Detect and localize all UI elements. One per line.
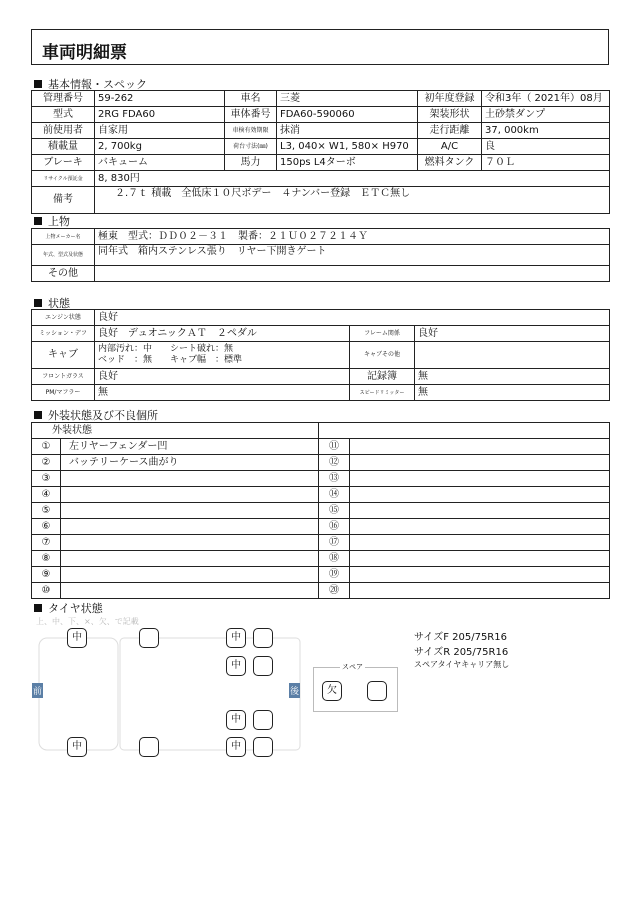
exterior-item-text [350, 583, 610, 599]
condition-row-cab [32, 342, 610, 369]
exterior-item-text [350, 439, 610, 455]
basic-value: 2, 700kg [95, 139, 225, 155]
section-body-title: 上物 [48, 215, 70, 228]
basic-row [32, 91, 610, 107]
exterior-item-text [350, 551, 610, 567]
exterior-item-text [61, 519, 319, 535]
rear-label: 後 [289, 683, 300, 698]
tire-front-left-top: 中 [67, 628, 87, 648]
exterior-item-number: ③ [32, 471, 61, 487]
limiter-value: 無 [415, 385, 610, 401]
body-label: 年式、型式及状態 [32, 245, 95, 266]
exterior-item-text: 左リヤーフェンダー凹 [61, 439, 319, 455]
tire-rear-bottom-outer [253, 737, 273, 757]
body-row [32, 266, 610, 282]
exterior-item-number: ⑨ [32, 567, 61, 583]
basic-label: 型式 [32, 107, 95, 123]
bullet-square-icon [34, 299, 42, 307]
frame-label: フレーム関係 [350, 326, 415, 342]
basic-label: 車検有効期限 [225, 123, 277, 139]
tire-size-rear: サイズR 205/75R16 [414, 647, 509, 658]
bullet-square-icon [34, 604, 42, 612]
pm-value: 無 [95, 385, 350, 401]
basic-row [32, 123, 610, 139]
basic-value: 良 [482, 139, 610, 155]
tire-rear-top-inner: 中 [226, 628, 246, 648]
exterior-item-number: ⑯ [319, 519, 350, 535]
remarks-label: 備考 [32, 187, 95, 214]
cab-line-1: 内部汚れ：中 シート破れ：無 [98, 344, 234, 354]
section-condition-title: 状態 [48, 297, 70, 310]
section-tire-heading [34, 600, 103, 616]
section-exterior-title: 外装状態及び不良個所 [48, 409, 158, 422]
exterior-header: 外装状態 [32, 423, 319, 439]
body-row [32, 229, 610, 245]
basic-label: 荷台寸法(㎜) [225, 139, 277, 155]
exterior-row [32, 551, 610, 567]
section-tire-title: タイヤ状態 [48, 602, 103, 615]
section-exterior-heading [34, 407, 158, 423]
basic-label: 馬力 [225, 155, 277, 171]
tire-front-left-bottom: 中 [67, 737, 87, 757]
exterior-item-number: ⑰ [319, 535, 350, 551]
section-body-heading [34, 213, 70, 229]
tire-size-front: サイズF 205/75R16 [414, 632, 507, 643]
basic-value: 土砂禁ダンプ [482, 107, 610, 123]
frame-value: 良好 [415, 326, 610, 342]
exterior-row [32, 487, 610, 503]
exterior-item-text [350, 535, 610, 551]
basic-value: 59-262 [95, 91, 225, 107]
tire-spare-left: 欠 [322, 681, 342, 701]
basic-label: 架装形状 [418, 107, 482, 123]
tire-spare-right [367, 681, 387, 701]
exterior-item-number: ⑥ [32, 519, 61, 535]
exterior-item-text [61, 487, 319, 503]
mission-value: 良好 デュオニックＡＴ ２ペダル [95, 326, 350, 342]
basic-value: 抹消 [277, 123, 418, 139]
engine-label: エンジン状態 [32, 310, 95, 326]
basic-label: 車名 [225, 91, 277, 107]
recycle-value: 8, 830円 [95, 171, 610, 187]
basic-label: 走行距離 [418, 123, 482, 139]
basic-row [32, 155, 610, 171]
exterior-item-number: ⑬ [319, 471, 350, 487]
tire-rear-mid-inner: 中 [226, 656, 246, 676]
exterior-item-number: ⑦ [32, 535, 61, 551]
basic-value: 自家用 [95, 123, 225, 139]
basic-value: 2RG FDA60 [95, 107, 225, 123]
basic-label: 車体番号 [225, 107, 277, 123]
body-row [32, 245, 610, 266]
basic-value: 150ps L4ターボ [277, 155, 418, 171]
exterior-item-text [350, 503, 610, 519]
exterior-row [32, 503, 610, 519]
basic-row [32, 139, 610, 155]
exterior-item-number: ⑫ [319, 455, 350, 471]
exterior-row [32, 439, 610, 455]
body-value: 極東 型式：ＤＤ０２－３１ 製番：２１Ｕ０２７２１４Ｙ [95, 229, 610, 245]
exterior-item-number: ② [32, 455, 61, 471]
exterior-item-number: ① [32, 439, 61, 455]
exterior-item-number: ⑳ [319, 583, 350, 599]
record-value: 無 [415, 369, 610, 385]
bullet-square-icon [34, 80, 42, 88]
tire-rear-mid-outer [253, 656, 273, 676]
basic-label: 積載量 [32, 139, 95, 155]
exterior-row [32, 567, 610, 583]
basic-label: 前使用者 [32, 123, 95, 139]
title-box [31, 29, 609, 65]
cab-label: キャブ [32, 342, 95, 369]
body-label: 上物メーカー名 [32, 229, 95, 245]
body-value [95, 266, 610, 282]
exterior-item-number: ⑭ [319, 487, 350, 503]
tire-rear-lower-inner: 中 [226, 710, 246, 730]
basic-value: 令和3年（ 2021年）08月 [482, 91, 610, 107]
bullet-square-icon [34, 411, 42, 419]
body-label: その他 [32, 266, 95, 282]
basic-row [32, 107, 610, 123]
tire-mid-top [139, 628, 159, 648]
spare-label: スペア [342, 663, 363, 671]
exterior-item-number: ⑱ [319, 551, 350, 567]
exterior-item-text [350, 519, 610, 535]
exterior-item-text [61, 567, 319, 583]
engine-value: 良好 [95, 310, 610, 326]
exterior-item-text [350, 455, 610, 471]
mission-label: ミッション・デフ [32, 326, 95, 342]
remarks-value: ２.７ｔ 積載 全低床１０尺ボデー ４ナンバー登録 ＥＴＣ無し [95, 187, 610, 214]
exterior-item-text [61, 503, 319, 519]
condition-table [31, 309, 610, 401]
exterior-item-text: バッテリーケース曲がり [61, 455, 319, 471]
tire-rear-top-outer [253, 628, 273, 648]
pm-label: PM/マフラー [32, 385, 95, 401]
exterior-item-number: ⑤ [32, 503, 61, 519]
exterior-row [32, 535, 610, 551]
tire-note: 上、中、下、×、欠、で記載 [36, 617, 139, 626]
exterior-row [32, 471, 610, 487]
exterior-item-text [61, 551, 319, 567]
exterior-item-text [61, 471, 319, 487]
cab-line-2: ベッド ：無 キャブ幅 ：標準 [98, 355, 243, 365]
front-label: 前 [32, 683, 43, 698]
basic-value: FDA60-590060 [277, 107, 418, 123]
condition-row-glass [32, 369, 610, 385]
recycle-row [32, 171, 610, 187]
exterior-item-number: ⑮ [319, 503, 350, 519]
basic-value: L3, 040× W1, 580× H970 [277, 139, 418, 155]
exterior-item-number: ⑲ [319, 567, 350, 583]
exterior-item-text [61, 583, 319, 599]
basic-label: 初年度登録 [418, 91, 482, 107]
condition-row-mission [32, 326, 610, 342]
basic-label: 燃料タンク [418, 155, 482, 171]
exterior-row [32, 455, 610, 471]
exterior-item-number: ⑧ [32, 551, 61, 567]
exterior-item-number: ⑩ [32, 583, 61, 599]
section-basic-title: 基本情報・スペック [48, 78, 147, 91]
record-label: 記録簿 [350, 369, 415, 385]
exterior-item-text [61, 535, 319, 551]
exterior-header-row [32, 423, 610, 439]
spare-carrier-note: スペアタイヤキャリア無し [414, 660, 510, 669]
recycle-label: リサイクル預託金 [32, 171, 95, 187]
body-table [31, 228, 610, 282]
body-value: 同年式 箱内ステンレス張り リヤー下開きゲート [95, 245, 610, 266]
exterior-row [32, 583, 610, 599]
bullet-square-icon [34, 217, 42, 225]
basic-label: 管理番号 [32, 91, 95, 107]
basic-value: 37, 000km [482, 123, 610, 139]
exterior-item-text [350, 487, 610, 503]
condition-row-engine [32, 310, 610, 326]
exterior-row [32, 519, 610, 535]
tire-rear-lower-outer [253, 710, 273, 730]
cab-other-value [415, 342, 610, 369]
basic-label: ブレーキ [32, 155, 95, 171]
limiter-label: スピードリミッター [350, 385, 415, 401]
page-title: 車両明細票 [42, 43, 127, 63]
basic-value: 三菱 [277, 91, 418, 107]
basic-value: ７０Ｌ [482, 155, 610, 171]
exterior-item-text [350, 567, 610, 583]
tire-mid-bottom [139, 737, 159, 757]
exterior-item-text [350, 471, 610, 487]
basic-label: A/C [418, 139, 482, 155]
cab-other-label: キャブその他 [350, 342, 415, 369]
exterior-item-number: ④ [32, 487, 61, 503]
cab-value [95, 342, 350, 369]
exterior-table [31, 422, 610, 599]
remarks-row [32, 187, 610, 214]
basic-spec-table [31, 90, 610, 214]
exterior-item-number: ⑪ [319, 439, 350, 455]
basic-value: バキューム [95, 155, 225, 171]
condition-row-pm [32, 385, 610, 401]
tire-rear-bottom-inner: 中 [226, 737, 246, 757]
glass-label: フロントガラス [32, 369, 95, 385]
glass-value: 良好 [95, 369, 350, 385]
